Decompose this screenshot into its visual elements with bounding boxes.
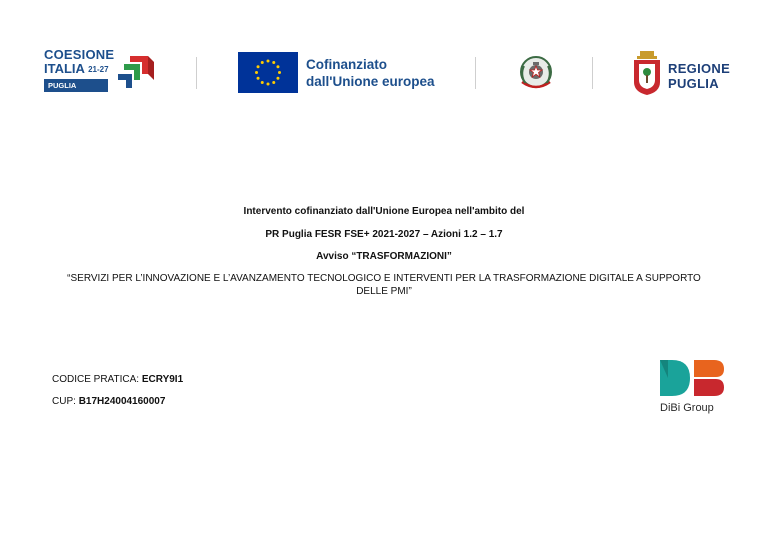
- cup-value: B17H24004160007: [78, 396, 166, 407]
- regione-line1: REGIONE: [668, 61, 731, 76]
- regione-line2: PUGLIA: [668, 76, 719, 91]
- logo-separator: [196, 57, 197, 89]
- intro-line3: Avviso “TRASFORMAZIONI”: [316, 251, 452, 262]
- logo-separator: [592, 57, 593, 89]
- regione-puglia-shield-icon: [632, 50, 662, 96]
- cup: [52, 395, 165, 408]
- dibi-group-name: DiBi Group: [660, 402, 714, 414]
- coesione-italia-logo: [44, 48, 162, 98]
- intro-line2: PR Puglia FESR FSE+ 2021-2027 – Azioni 1.2 – 1.7: [265, 229, 503, 240]
- codice-label: CODICE PRATICA:: [52, 374, 140, 385]
- coesione-line2: ITALIA $^{21-27}$: [44, 61, 109, 76]
- eu-cofinanced-logo: [238, 52, 438, 94]
- dibi-group-logo-icon: [658, 358, 726, 398]
- coesione-line1: COESIONE: [44, 47, 115, 62]
- coesione-arrow-icon: [114, 52, 160, 94]
- codice-value: ECRY9I1: [141, 374, 184, 385]
- italian-republic-emblem-icon: [516, 52, 556, 94]
- eu-line2: dall'Unione europea: [306, 74, 435, 89]
- coesione-badge: PUGLIA: [44, 79, 108, 92]
- logo-bar: [0, 0, 768, 110]
- regione-text: [668, 61, 730, 91]
- regione-puglia-logo: [632, 50, 732, 96]
- cup-label: CUP:: [52, 396, 76, 407]
- coesione-years: 21-27: [88, 65, 109, 74]
- dibi-group-logo: [658, 358, 728, 418]
- eu-flag-icon: [238, 52, 298, 93]
- logo-separator: [475, 57, 476, 89]
- intro-line1: Intervento cofinanziato dall'Unione Europea nell'ambito del: [243, 206, 525, 217]
- eu-text: [306, 56, 434, 90]
- codice-pratica: [52, 373, 183, 386]
- intro-line4: “SERVIZI PER L’INNOVAZIONE E L’AVANZAMENTO TECNOLOGICO E INTERVENTI PER LA TRASFORMAZIONE DIGITALE A SUPPORTO DELLE PMI”: [67, 273, 701, 297]
- eu-line1: Cofinanziato: [306, 57, 387, 72]
